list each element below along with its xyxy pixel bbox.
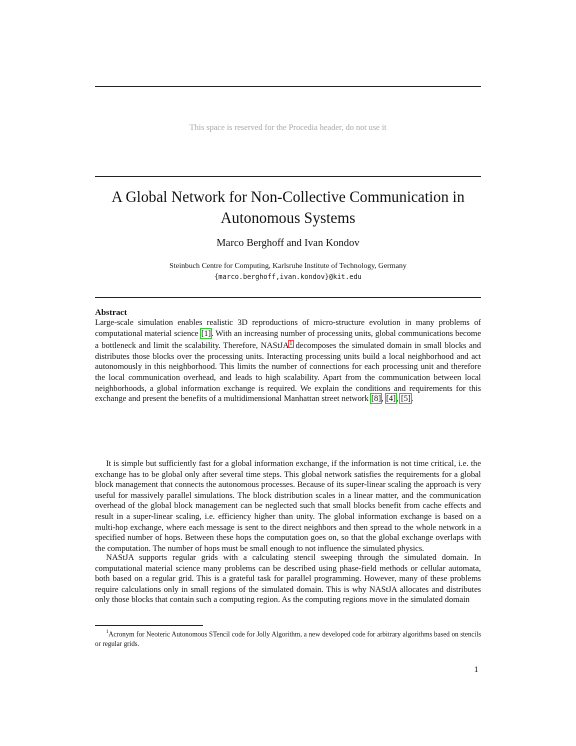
text-span: . — [411, 394, 414, 404]
footnote-mark: 1 — [106, 630, 109, 635]
header-bottom-rule — [95, 176, 481, 177]
text-span: decomposes the simulated domain in small blocks and distributes those blocks over the processing units. Interacting processing units build a local neighborhood and act autonomously in this neighborhood. This limits the number of connections for each processing unit and therefore the local communication overhead, and leads to high scalability. Apart from the communication between local neighborhoods, a global information exchange is required. We explain the conditions and requirements for this exchange and present the benefits of a multidimensional Manhattan street network — [95, 341, 482, 404]
author-affiliation-block — [95, 261, 481, 282]
abstract-paragraph-2: It is simple but sufficiently fast for a global information exchange, if the information is not time critical, i.e. the exchange has to be global only after several time steps. This global network satisfies the requirements for a global block management that connects the autonomous processes. Because of its super-linear scaling the approach is very useful for massively parallel simulations. The block distribution scales in a linear matter, and the communication overhead of the global block management can be neglected such that small blocks benefit from cache effects and result in a super-linear scaling, i.e. efficiency higher than unity. The global information exchange is based on a multi-hop exchange, where each message is sent to the direct neighbors and then spread to the whole network in a specified number of hops. Between these hops the computation goes on, so that the global exchange overlaps with the computation. The number of hops must be small enough to not influence the simulated physics. — [95, 459, 481, 553]
citation-link[interactable]: [4] — [386, 394, 396, 404]
abstract-paragraph-1: Large-scale simulation enables realistic 3D reproductions of micro-structure evolution in many problems of computational material science [1]. With an increasing number of processing units, global communications become a bottleneck and limit the scalability. Therefore, NAStJA$^1$ decomposes the simulated domain in small blocks and distributes those blocks over the processing units. Interacting processing units build a local neighborhood and act autonomously in this neighborhood. This limits the number of connections for each processing unit and therefore the local communication overhead, and leads to high scalability. Apart from the communication between local neighborhoods, a global information exchange is required. We explain the conditions and requirements for this exchange and present the benefits of a multidimensional Manhattan street network [8], [4], [5]. — [95, 318, 482, 404]
footnote-link[interactable]: 1 — [289, 341, 293, 348]
abstract-paragraph-3: NAStJA supports regular grids with a calculating stencil sweeping through the simulated domain. In computational material science many problems can be described using phase-field methods or cellular automata, both based on a regular grid. This is a grateful task for parallel programming. However, many of these problems require calculations only in small regions of the simulated domain. This is why NAStJA allocates and distributes only those blocks that contain such a computing region. As the computing regions move in the simulated domain — [95, 553, 481, 605]
citation-link[interactable]: [8] — [371, 394, 381, 404]
footnote — [95, 628, 481, 649]
text-span: Large-scale simulation enables realistic 3D reproductions of micro-structure evolution in many problems of computational material science — [95, 318, 481, 338]
reserved-header-note: This space is reserved for the Procedia header, do not use it — [189, 123, 387, 132]
citation-link[interactable]: [5] — [400, 394, 411, 404]
footnote-text: Acronym for Neoteric Autonomous STencil code for Jolly Algorithm, a new developed code for arbitrary algorithms based on stencils or regular grids. — [95, 631, 481, 648]
text-span: . With an increasing number of processing units, global communications become a bottleneck and limit the scalability. Therefore, NAStJA — [95, 328, 482, 351]
paper-authors: Marco Berghoff and Ivan Kondov — [216, 238, 360, 249]
abstract-top-rule — [95, 297, 481, 298]
abstract-heading: Abstract — [95, 307, 127, 317]
paper-title: A Global Network for Non-Collective Communication in Autonomous Systems — [111, 189, 465, 227]
header-top-rule — [95, 86, 481, 87]
footnote-rule — [95, 625, 203, 626]
affiliation: Steinbuch Centre for Computing, Karlsruhe Institute of Technology, Germany — [169, 261, 407, 270]
author-email: {marco.berghoff,ivan.kondov}@kit.edu — [214, 272, 362, 281]
page-number: 1 — [474, 664, 479, 674]
citation-link[interactable]: [1] — [201, 328, 211, 338]
